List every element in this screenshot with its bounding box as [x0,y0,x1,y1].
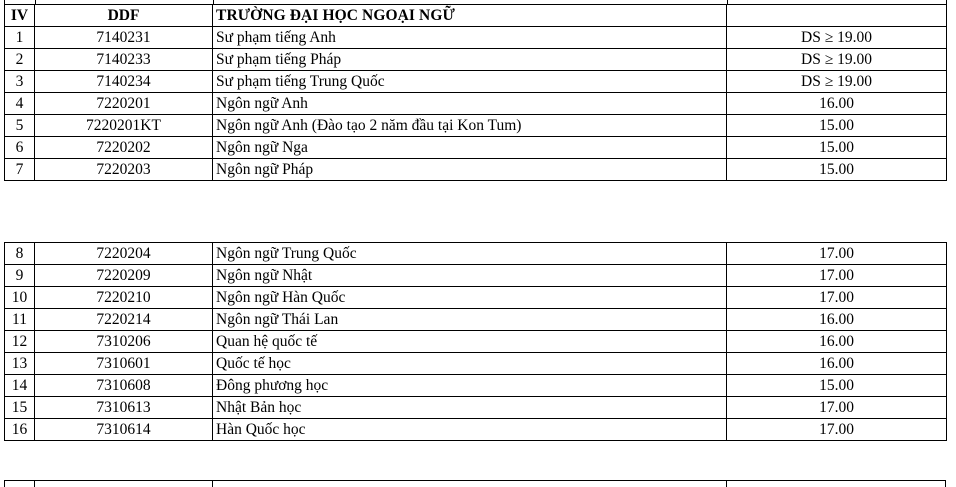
table-header-row [5,5,947,27]
program-name: Ngôn ngữ Trung Quốc [213,243,727,265]
program-code: 7220203 [35,159,213,181]
program-name: Hàn Quốc học [213,419,727,441]
table-row [5,243,947,265]
cutoff-score: 15.00 [727,375,947,397]
row-number: 16 [5,419,35,441]
cutoff-score: 15.00 [727,115,947,137]
row-number: 14 [5,375,35,397]
program-name: Ngôn ngữ Nhật [213,265,727,287]
program-name: Quốc tế học [213,353,727,375]
program-code: 7310614 [35,419,213,441]
school-code: DDF [35,5,213,27]
program-name: Đông phương học [213,375,727,397]
cutoff-score: 16.00 [727,309,947,331]
table-row [5,137,947,159]
program-code: 7220201 [35,93,213,115]
program-name: Ngôn ngữ Nga [213,137,727,159]
cutoff-score: 16.00 [727,93,947,115]
program-code: 7220204 [35,243,213,265]
table-row [5,331,947,353]
table-row [5,287,947,309]
row-number: 12 [5,331,35,353]
program-name: Ngôn ngữ Thái Lan [213,309,727,331]
row-number: 9 [5,265,35,287]
program-name: Ngôn ngữ Anh [213,93,727,115]
program-code: 7310608 [35,375,213,397]
program-code: 7310206 [35,331,213,353]
cutoff-score: 15.00 [727,159,947,181]
row-number: 4 [5,93,35,115]
program-name: Nhật Bản học [213,397,727,419]
row-number: 1 [5,27,35,49]
table-row [5,397,947,419]
school-name: TRƯỜNG ĐẠI HỌC NGOẠI NGỮ [213,5,727,27]
cutoff-score: 15.00 [727,137,947,159]
program-code: 7140231 [35,27,213,49]
cutoff-score: 16.00 [727,353,947,375]
table-row [5,353,947,375]
table-row [5,49,947,71]
program-code: 7310613 [35,397,213,419]
program-code: 7140234 [35,71,213,93]
program-name: Ngôn ngữ Pháp [213,159,727,181]
cutoff-score: 17.00 [727,287,947,309]
cutoff-score: 17.00 [727,243,947,265]
program-code: 7220201KT [35,115,213,137]
table-row [5,71,947,93]
row-number: 13 [5,353,35,375]
table-row [5,115,947,137]
table-row [5,309,947,331]
program-name: Ngôn ngữ Anh (Đào tạo 2 năm đầu tại Kon Tum) [213,115,727,137]
program-code: 7140233 [35,49,213,71]
row-number: 10 [5,287,35,309]
admission-scores-table-bottom [4,242,947,441]
row-number: 7 [5,159,35,181]
program-code: 7220214 [35,309,213,331]
cutoff-score: 17.00 [727,419,947,441]
program-name: Ngôn ngữ Hàn Quốc [213,287,727,309]
program-code: 7220209 [35,265,213,287]
cutoff-score: 17.00 [727,265,947,287]
cut-off-next-row [4,480,946,486]
table-row [5,93,947,115]
program-code: 7310601 [35,353,213,375]
row-number: 2 [5,49,35,71]
program-name: Sư phạm tiếng Trung Quốc [213,71,727,93]
cutoff-score: 17.00 [727,397,947,419]
table-row [5,419,947,441]
row-number: 5 [5,115,35,137]
program-name: Quan hệ quốc tế [213,331,727,353]
cutoff-score: DS ≥ 19.00 [727,71,947,93]
cutoff-score: 16.00 [727,331,947,353]
admission-scores-table-top [4,4,947,181]
table-row [5,27,947,49]
row-number: 6 [5,137,35,159]
row-number: 8 [5,243,35,265]
header-score-cell [727,5,947,27]
program-name: Sư phạm tiếng Anh [213,27,727,49]
program-code: 7220202 [35,137,213,159]
cutoff-score: DS ≥ 19.00 [727,27,947,49]
section-number: IV [5,5,35,27]
row-number: 15 [5,397,35,419]
cutoff-score: DS ≥ 19.00 [727,49,947,71]
program-code: 7220210 [35,287,213,309]
row-number: 3 [5,71,35,93]
table-row [5,159,947,181]
table-row [5,375,947,397]
table-row [5,265,947,287]
program-name: Sư phạm tiếng Pháp [213,49,727,71]
row-number: 11 [5,309,35,331]
